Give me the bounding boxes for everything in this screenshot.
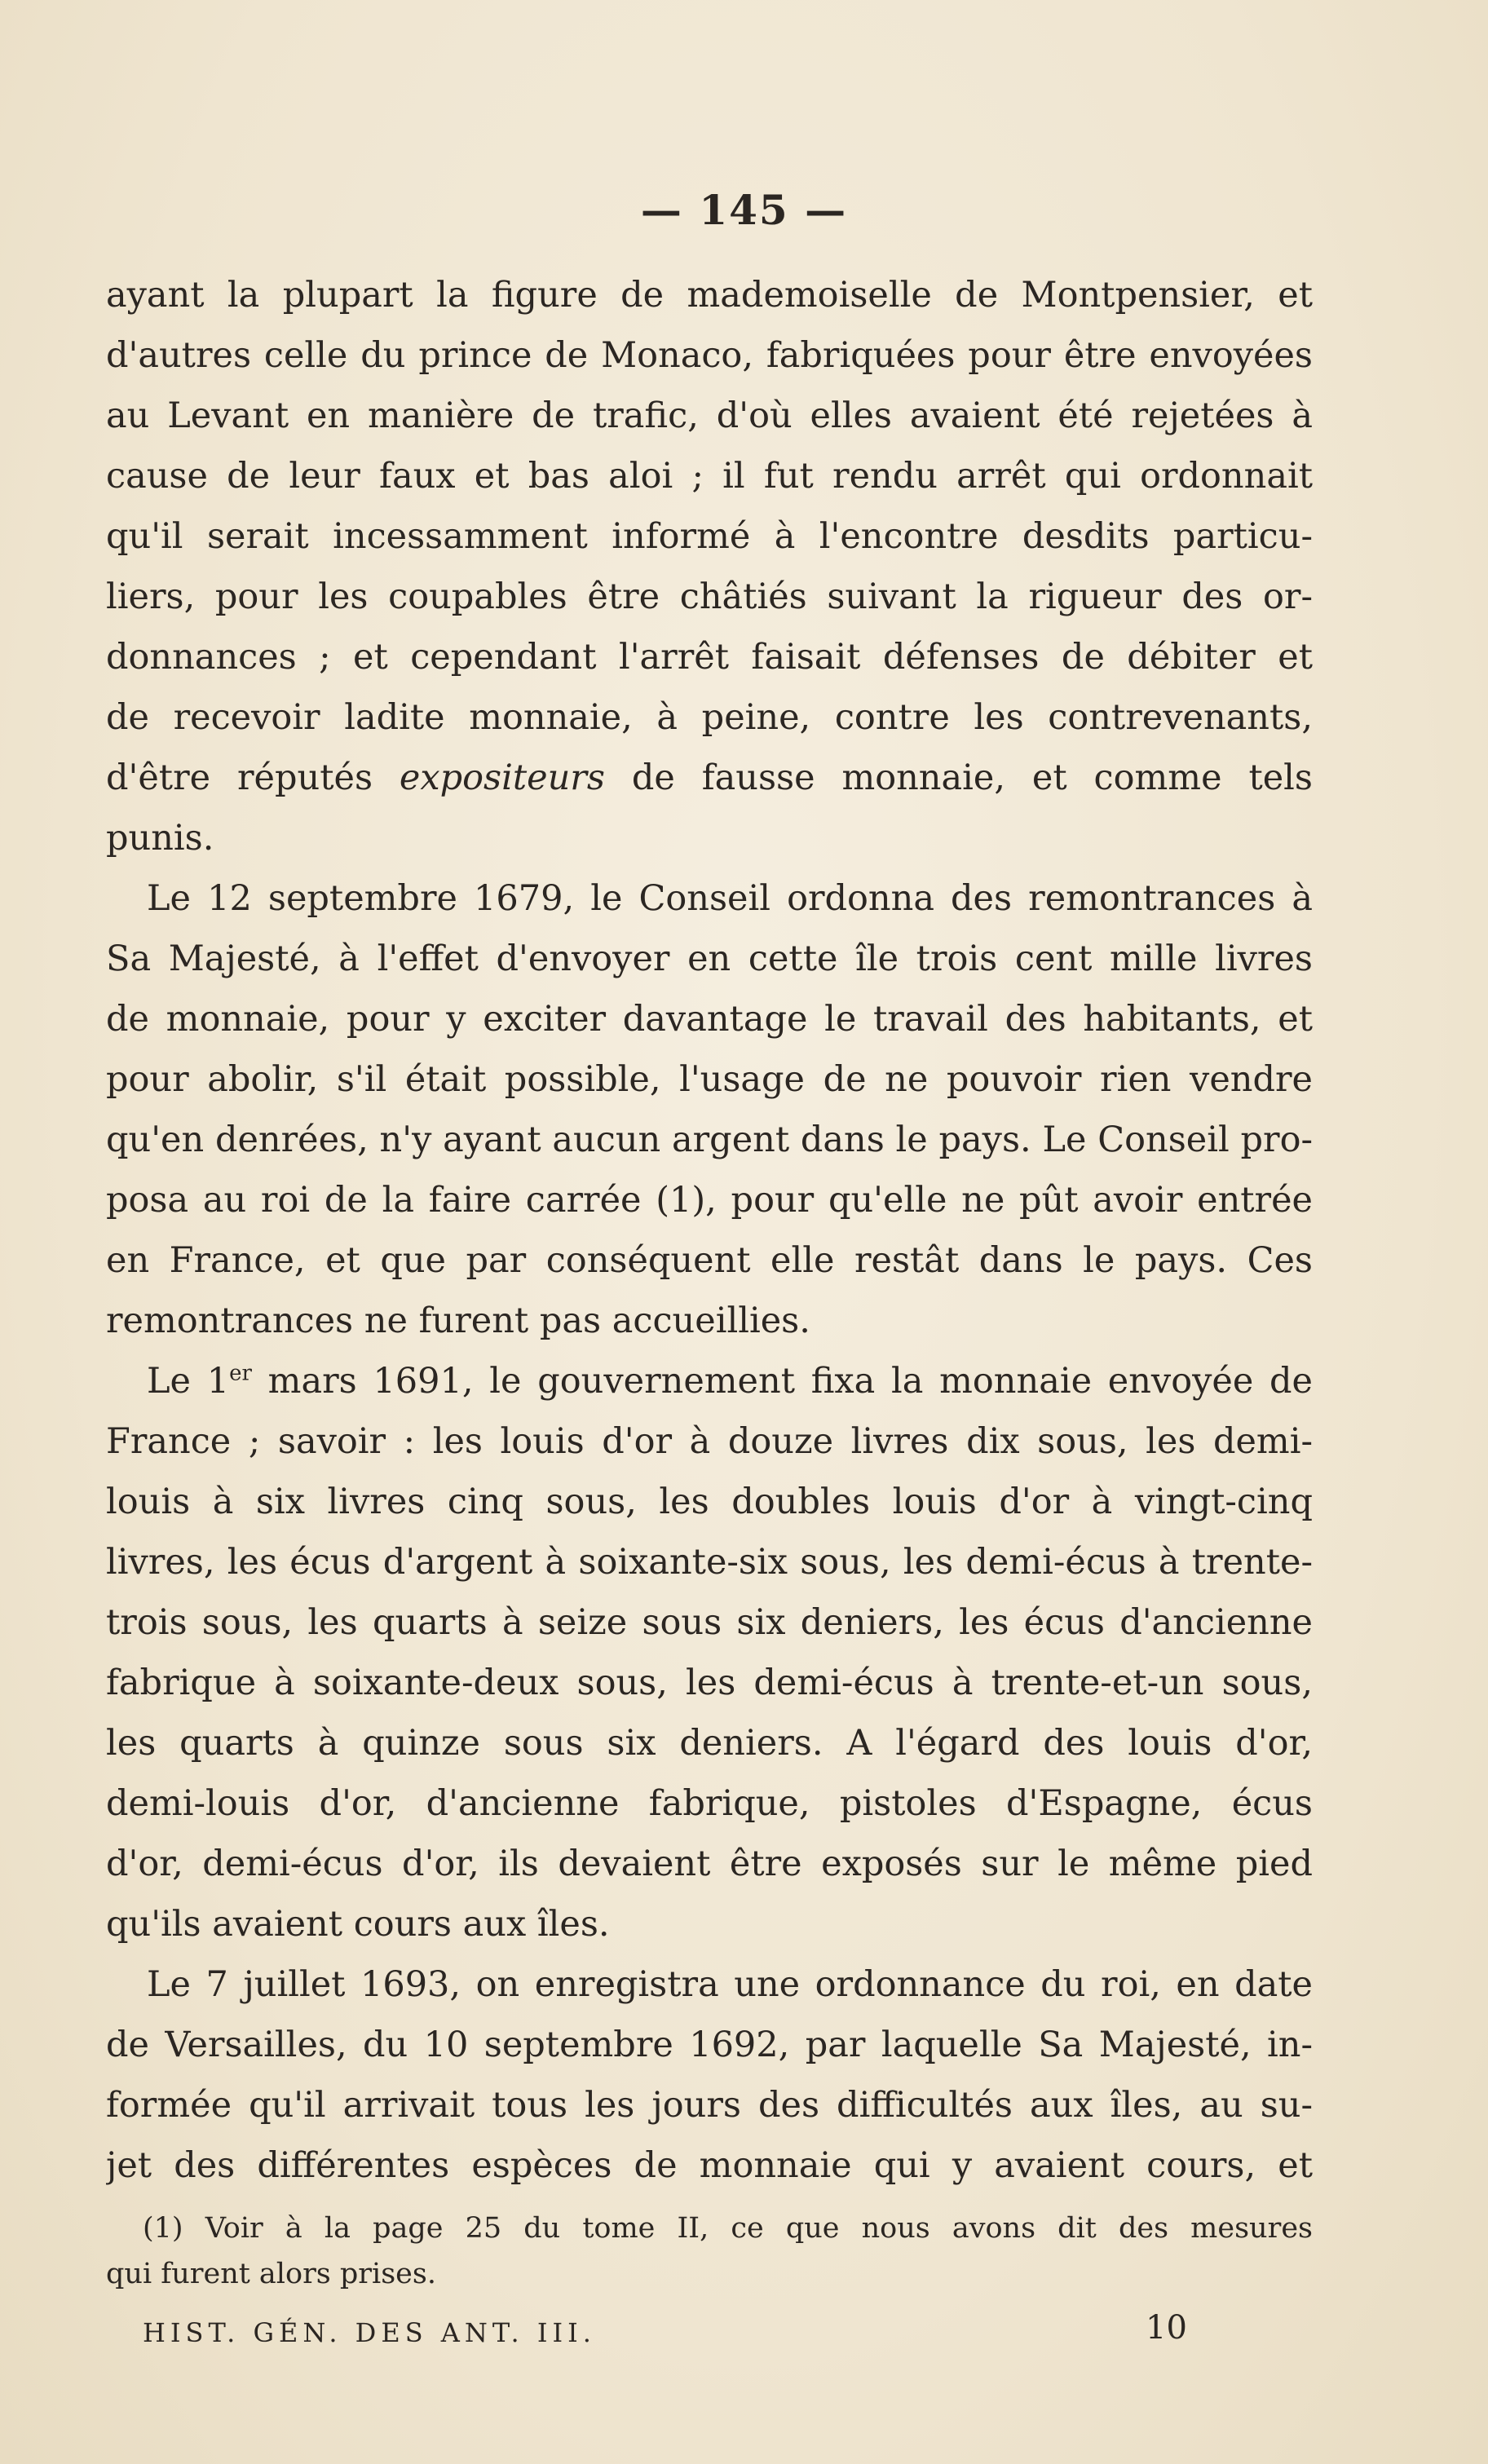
text-line: de Versailles, du 10 septembre 1692, par laquelle Sa Majesté, in- (106, 2025, 1313, 2065)
text-line: Sa Majesté, à l'effet d'envoyer en cette île trois cent mille livres (106, 938, 1313, 979)
text-line: ayant la plupart la figure de mademoiselle de Montpensier, et (106, 275, 1313, 316)
signature-number: 10 (1146, 2309, 1187, 2347)
text-line: jet des différentes espèces de monnaie qui y avaient cours, et (106, 2145, 1313, 2186)
text-line: qu'en denrées, n'y ayant aucun argent dans le pays. Le Conseil pro- (106, 1119, 1313, 1160)
text-line (106, 748, 1313, 808)
text-line: trois sous, les quarts à seize sous six deniers, les écus d'ancienne (106, 1602, 1313, 1643)
footnote (106, 2206, 1313, 2297)
text-line: donnances ; et cependant l'arrêt faisait défenses de débiter et (106, 637, 1313, 678)
footnote-line: (1) Voir à la page 25 du tome II, ce que nous avons dit des mesures (143, 2212, 1313, 2245)
footnote-line: qui furent alors prises. (106, 2258, 436, 2290)
page-number: — 145 — (640, 186, 848, 234)
text-line: qu'ils avaient cours aux îles. (106, 1904, 610, 1945)
paragraph-start (106, 1351, 1313, 1411)
text-line: remontrances ne furent pas accueillies. (106, 1300, 810, 1341)
text-fragment: Le 1 (147, 1361, 230, 1402)
italic-term: expositeurs (399, 757, 605, 798)
text-line: de monnaie, pour y exciter davantage le travail des habitants, et (106, 999, 1313, 1040)
text-line: formée qu'il arrivait tous les jours des difficultés aux îles, au su- (106, 2085, 1313, 2126)
text-fragment: mars 1691, le gouvernement fixa la monnaie envoyée de (251, 1361, 1313, 1402)
paragraph-start: Le 7 juillet 1693, on enregistra une ordonnance du roi, en date (147, 1964, 1313, 2005)
text-line: liers, pour les coupables être châtiés suivant la rigueur des or- (106, 576, 1313, 617)
text-line: en France, et que par conséquent elle restât dans le pays. Ces (106, 1240, 1313, 1281)
text-line: pour abolir, s'il était possible, l'usage de ne pouvoir rien vendre (106, 1059, 1313, 1100)
text-line: demi-louis d'or, d'ancienne fabrique, pistoles d'Espagne, écus (106, 1783, 1313, 1824)
text-fragment: de fausse monnaie, et comme tels (604, 757, 1313, 798)
text-line: de recevoir ladite monnaie, à peine, contre les contrevenants, (106, 697, 1313, 738)
text-line: louis à six livres cinq sous, les doubles louis d'or à vingt-cinq (106, 1481, 1313, 1522)
text-line: fabrique à soixante-deux sous, les demi-écus à trente-et-un sous, (106, 1663, 1313, 1703)
ordinal-superscript: er (229, 1361, 252, 1386)
text-line: au Levant en manière de trafic, d'où elles avaient été rejetées à (106, 395, 1313, 436)
text-fragment: d'être réputés (106, 757, 400, 798)
text-line: France ; savoir : les louis d'or à douze livres dix sous, les demi- (106, 1421, 1313, 1462)
paragraph-start: Le 12 septembre 1679, le Conseil ordonna des remontrances à (147, 878, 1313, 919)
text-line: livres, les écus d'argent à soixante-six sous, les demi-écus à trente- (106, 1542, 1313, 1583)
text-line: posa au roi de la faire carrée (1), pour qu'elle ne pût avoir entrée (106, 1180, 1313, 1221)
text-line: d'autres celle du prince de Monaco, fabriquées pour être envoyées (106, 335, 1313, 376)
signature-mark: HIST. GÉN. DES ANT. III. (143, 2317, 596, 2348)
text-line: qu'il serait incessamment informé à l'encontre desdits particu- (106, 516, 1313, 557)
text-line: punis. (106, 818, 214, 859)
body-text (106, 265, 1313, 2196)
text-line: les quarts à quinze sous six deniers. A l'égard des louis d'or, (106, 1723, 1313, 1764)
text-line: d'or, demi-écus d'or, ils devaient être exposés sur le même pied (106, 1844, 1313, 1884)
text-line: cause de leur faux et bas aloi ; il fut rendu arrêt qui ordonnait (106, 456, 1313, 497)
